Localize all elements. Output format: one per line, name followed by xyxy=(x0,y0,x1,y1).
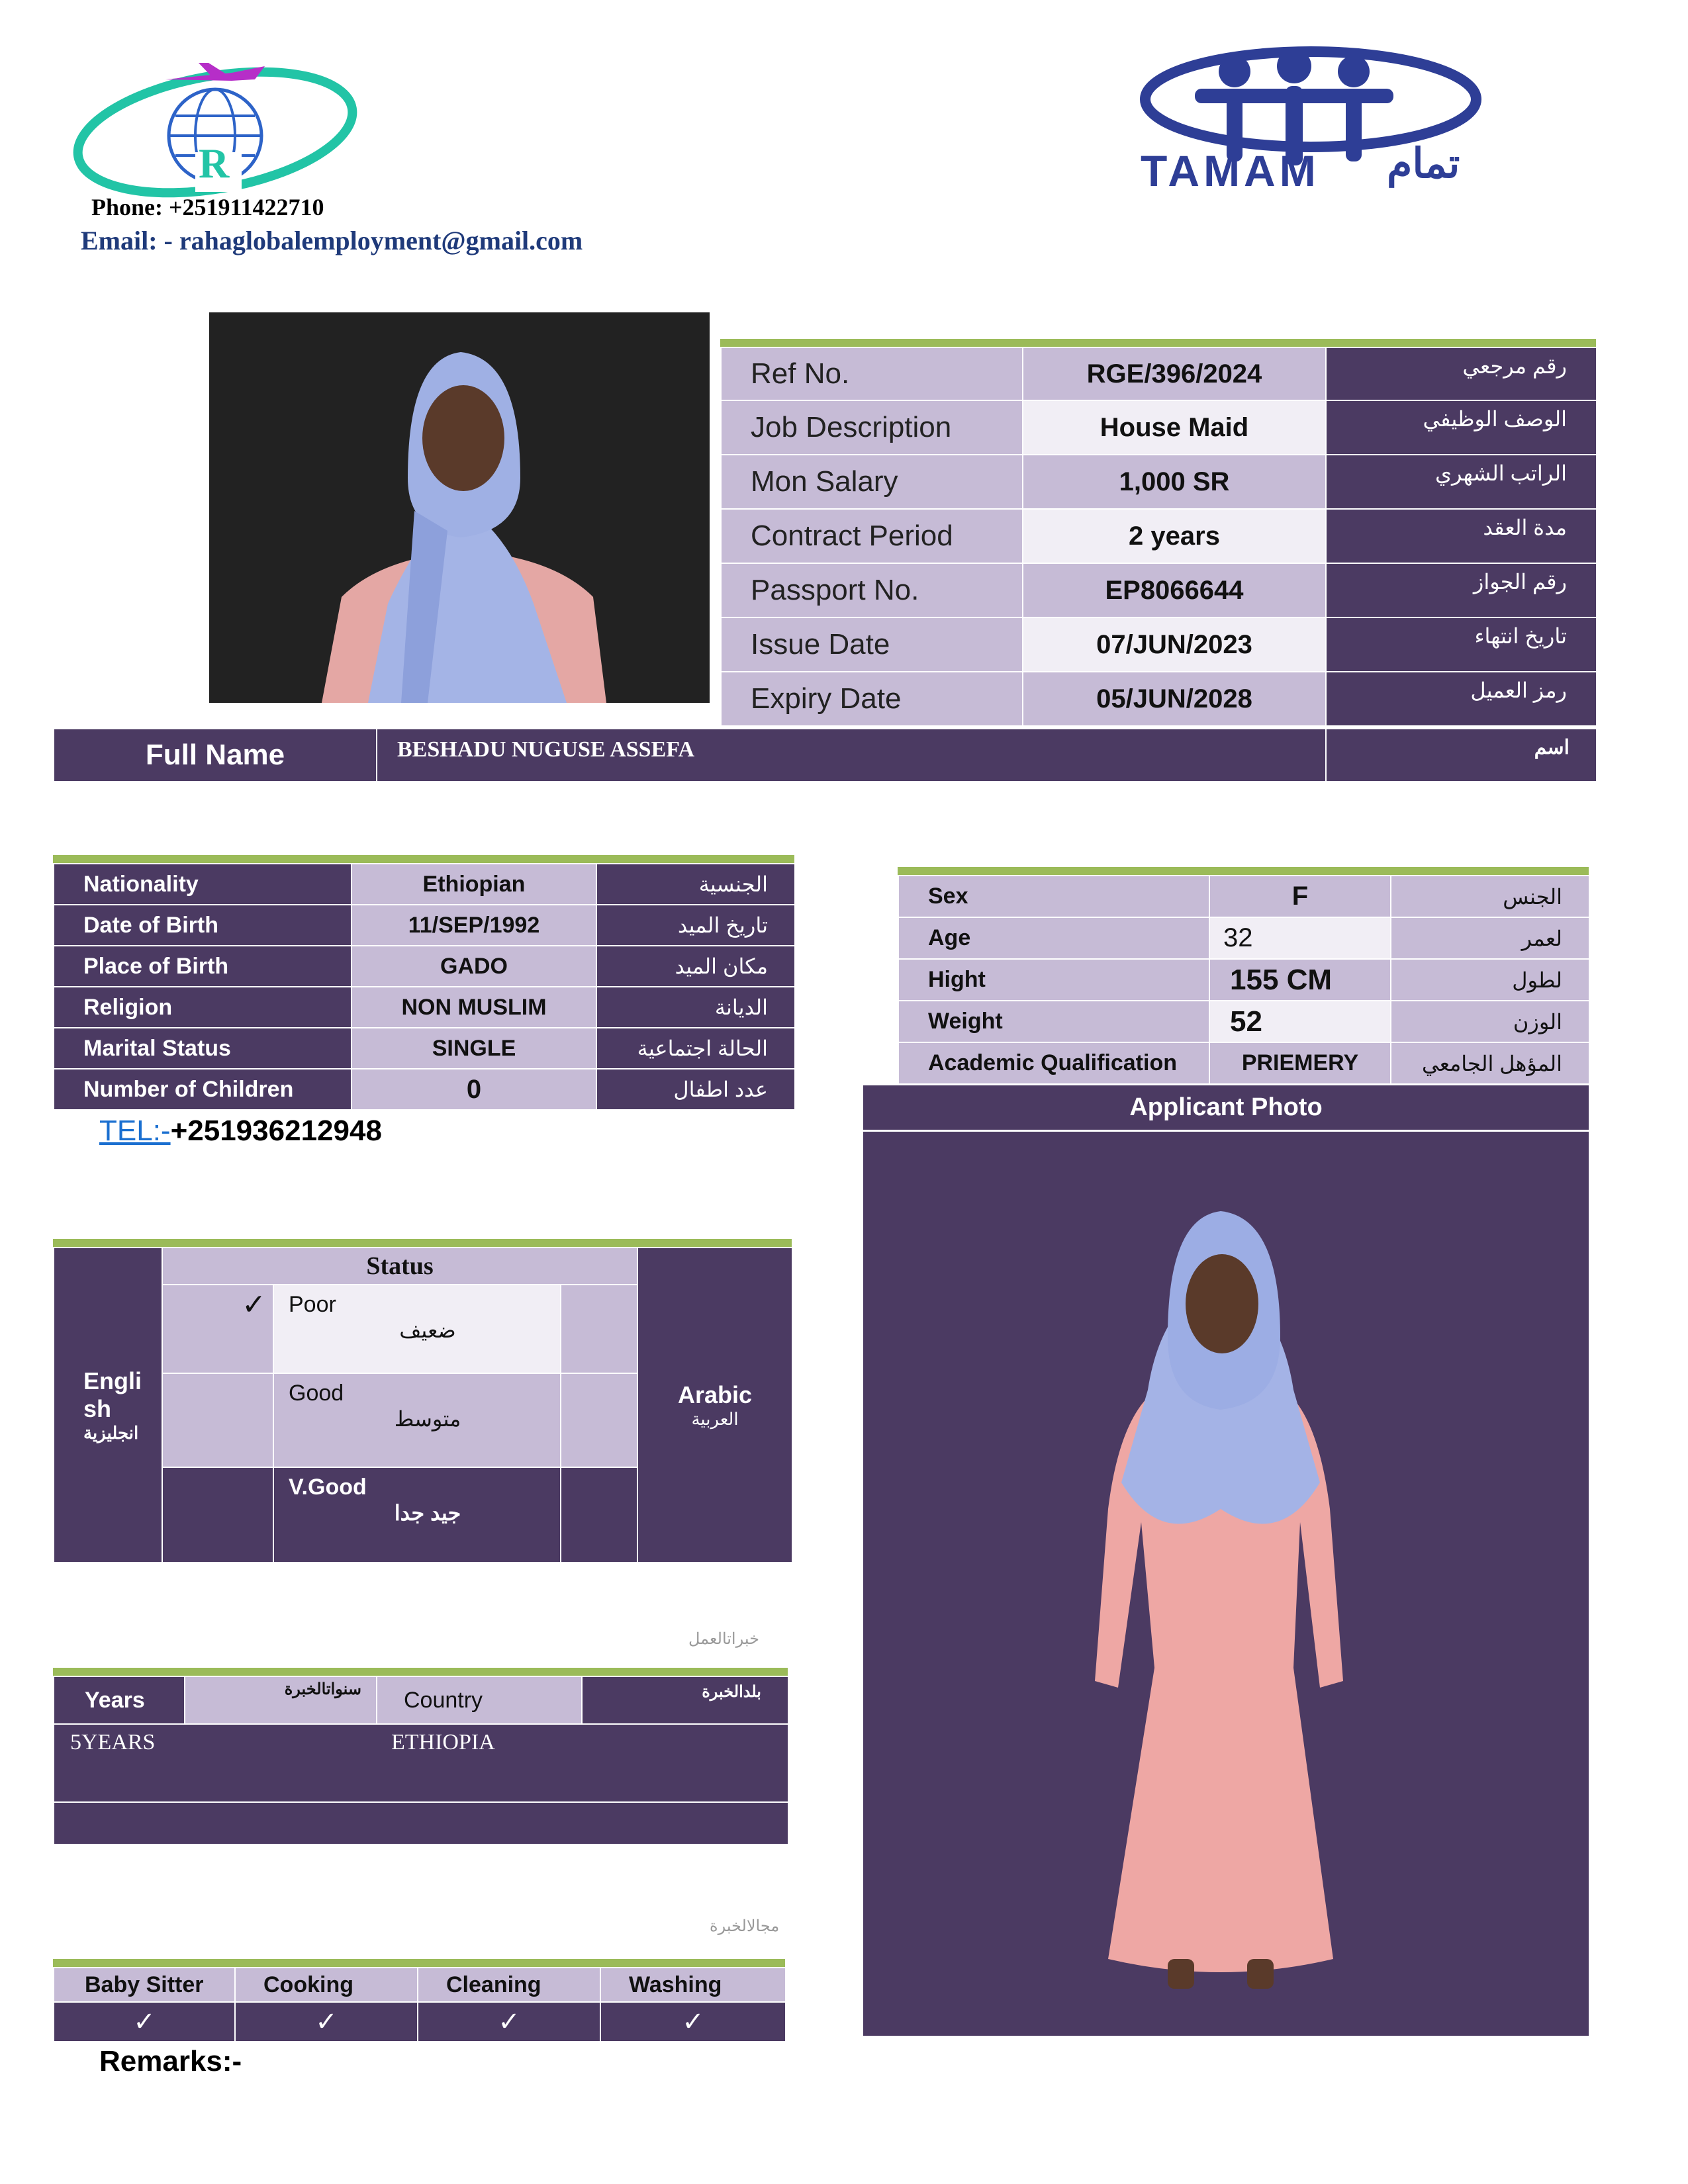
vgood-level-cell xyxy=(273,1467,561,1563)
job-row xyxy=(721,509,1597,563)
personal-value: SINGLE xyxy=(352,1028,596,1069)
tel-line xyxy=(99,1115,382,1148)
personal-label: Religion xyxy=(54,987,352,1028)
arabic-label: Arabic xyxy=(677,1381,753,1408)
personal-label: Place of Birth xyxy=(54,946,352,987)
english-arabic: انجليزية xyxy=(83,1422,139,1443)
experience-empty-row xyxy=(54,1802,788,1844)
skills-table xyxy=(53,1967,786,2042)
good-check-cell[interactable] xyxy=(162,1373,273,1467)
skill-baby-sitter: Baby Sitter xyxy=(54,1968,235,2002)
tamam-logo xyxy=(1135,40,1499,195)
job-arabic: رقم مرجعي xyxy=(1326,347,1597,400)
skill-check-washing[interactable]: ✓ xyxy=(600,2002,786,2042)
job-label: Job Description xyxy=(721,400,1023,455)
physical-row xyxy=(898,959,1589,1001)
good-arabic: متوسط xyxy=(394,1407,461,1431)
job-arabic: مدة العقد xyxy=(1326,509,1597,563)
arabic-arabic: العربية xyxy=(691,1408,739,1429)
country-header: Country xyxy=(377,1676,582,1724)
full-name-label: Full Name xyxy=(54,729,377,782)
status-header: Status xyxy=(162,1248,637,1285)
job-value: EP8066644 xyxy=(1023,563,1326,617)
arabic-cell xyxy=(637,1248,792,1563)
job-arabic: تاريخ انتهاء xyxy=(1326,617,1597,672)
vgood-check-cell[interactable] xyxy=(162,1467,273,1563)
good-level-cell xyxy=(273,1373,561,1467)
years-value: 5YEARS xyxy=(54,1724,377,1802)
personal-info-table xyxy=(53,863,796,1111)
personal-value: 11/SEP/1992 xyxy=(352,905,596,946)
vgood-extra-cell xyxy=(561,1467,637,1563)
english-cell xyxy=(54,1248,162,1563)
poor-label: Poor xyxy=(289,1292,336,1317)
skill-check-cleaning[interactable]: ✓ xyxy=(418,2002,600,2042)
portrait-photo xyxy=(209,312,710,703)
job-row xyxy=(721,347,1597,400)
good-extra-cell xyxy=(561,1373,637,1467)
personal-value: NON MUSLIM xyxy=(352,987,596,1028)
job-label: Expiry Date xyxy=(721,672,1023,726)
skill-cleaning: Cleaning xyxy=(418,1968,600,2002)
job-row xyxy=(721,672,1597,726)
english-label: English xyxy=(83,1367,142,1422)
country-value: ETHIOPIA xyxy=(377,1724,788,1802)
experience-table-rule xyxy=(53,1668,788,1676)
job-row xyxy=(721,400,1597,455)
poor-check-cell[interactable] xyxy=(162,1285,273,1373)
agency-phone: Phone: +251911422710 xyxy=(91,194,324,220)
personal-value: Ethiopian xyxy=(352,864,596,905)
personal-value: GADO xyxy=(352,946,596,987)
job-value: 05/JUN/2028 xyxy=(1023,672,1326,726)
skill-cooking: Cooking xyxy=(235,1968,418,2002)
job-row xyxy=(721,563,1597,617)
poor-level-cell xyxy=(273,1285,561,1373)
job-label: Issue Date xyxy=(721,617,1023,672)
physical-arabic: الوزن xyxy=(1391,1001,1589,1042)
job-value: 2 years xyxy=(1023,509,1326,563)
good-label: Good xyxy=(289,1381,344,1406)
remarks-label: Remarks:- xyxy=(99,2045,242,2077)
physical-arabic: الجنس xyxy=(1391,876,1589,917)
tel-number: +251936212948 xyxy=(170,1115,382,1147)
physical-arabic: المؤهل الجامعي xyxy=(1391,1042,1589,1084)
personal-label: Marital Status xyxy=(54,1028,352,1069)
job-arabic: الوصف الوظيفي xyxy=(1326,400,1597,455)
personal-arabic: الحالة اجتماعية xyxy=(596,1028,795,1069)
job-label: Contract Period xyxy=(721,509,1023,563)
applicant-full-photo xyxy=(1082,1205,1360,1999)
agency-email: Email: - rahaglobalemployment@gmail.com xyxy=(81,226,583,255)
physical-label: Age xyxy=(898,917,1209,959)
physical-value: 32 xyxy=(1209,917,1391,959)
job-table-rule xyxy=(720,339,1596,347)
poor-extra-cell xyxy=(561,1285,637,1373)
skill-check-cooking[interactable]: ✓ xyxy=(235,2002,418,2042)
job-arabic: رمز العميل xyxy=(1326,672,1597,726)
poor-checkmark: ✓ xyxy=(242,1289,266,1321)
full-name-value: BESHADU NUGUSE ASSEFA xyxy=(377,729,1326,782)
physical-arabic: لعمر xyxy=(1391,917,1589,959)
tamam-arabic: تمام xyxy=(1387,141,1460,187)
physical-label: Weight xyxy=(898,1001,1209,1042)
tamam-text: TAMAM xyxy=(1141,146,1320,195)
job-arabic: الراتب الشهري xyxy=(1326,455,1597,509)
personal-table-rule xyxy=(53,855,794,863)
personal-row xyxy=(54,1069,795,1110)
personal-label: Nationality xyxy=(54,864,352,905)
personal-row xyxy=(54,987,795,1028)
personal-value: 0 xyxy=(352,1069,596,1110)
full-name-arabic: اسم xyxy=(1326,729,1597,782)
personal-row xyxy=(54,946,795,987)
personal-label: Number of Children xyxy=(54,1069,352,1110)
physical-row xyxy=(898,917,1589,959)
language-table-rule xyxy=(53,1239,792,1247)
job-label: Passport No. xyxy=(721,563,1023,617)
poor-arabic: ضعيف xyxy=(399,1318,456,1342)
applicant-photo-panel xyxy=(863,1085,1589,2036)
job-value: 07/JUN/2023 xyxy=(1023,617,1326,672)
personal-label: Date of Birth xyxy=(54,905,352,946)
physical-value: PRIEMERY xyxy=(1209,1042,1391,1084)
physical-label: Sex xyxy=(898,876,1209,917)
physical-row xyxy=(898,1042,1589,1084)
physical-label: Academic Qualification xyxy=(898,1042,1209,1084)
agency-logo xyxy=(66,60,364,199)
physical-row xyxy=(898,1001,1589,1042)
physical-label: Hight xyxy=(898,959,1209,1001)
skill-check-baby-sitter[interactable]: ✓ xyxy=(54,2002,235,2042)
tel-link[interactable]: TEL:- xyxy=(99,1115,171,1147)
personal-row xyxy=(54,905,795,946)
physical-value: 52 xyxy=(1209,1001,1391,1042)
job-row xyxy=(721,617,1597,672)
country-arabic-header: بلدالخبرة xyxy=(582,1676,788,1724)
years-header: Years xyxy=(54,1676,185,1724)
physical-row xyxy=(898,876,1589,917)
skill-washing: Washing xyxy=(600,1968,786,2002)
physical-table-rule xyxy=(898,867,1589,875)
vgood-label: V.Good xyxy=(289,1475,367,1500)
language-table xyxy=(53,1247,793,1563)
personal-row xyxy=(54,1028,795,1069)
logo-letter: R xyxy=(199,140,230,187)
years-arabic-header: سنواتالخبرة xyxy=(185,1676,377,1724)
personal-arabic: الجنسية xyxy=(596,864,795,905)
physical-arabic: لطول xyxy=(1391,959,1589,1001)
job-arabic: رقم الجواز xyxy=(1326,563,1597,617)
job-label: Ref No. xyxy=(721,347,1023,400)
job-details-table xyxy=(720,347,1597,727)
job-row xyxy=(721,455,1597,509)
personal-arabic: الديانة xyxy=(596,987,795,1028)
personal-arabic: مكان الميد xyxy=(596,946,795,987)
personal-arabic: تاريخ الميد xyxy=(596,905,795,946)
job-value: RGE/396/2024 xyxy=(1023,347,1326,400)
physical-info-table xyxy=(898,875,1590,1085)
physical-value: F xyxy=(1209,876,1391,917)
job-value: 1,000 SR xyxy=(1023,455,1326,509)
personal-arabic: عدد اطفال xyxy=(596,1069,795,1110)
experience-caption: خبراتالعمل xyxy=(688,1630,759,1648)
skills-caption: مجالالخبرة xyxy=(710,1917,780,1935)
full-name-table xyxy=(53,728,1597,782)
job-label: Mon Salary xyxy=(721,455,1023,509)
personal-row xyxy=(54,864,795,905)
vgood-arabic: جيد جدا xyxy=(394,1501,461,1525)
job-value: House Maid xyxy=(1023,400,1326,455)
physical-value: 155 CM xyxy=(1209,959,1391,1001)
applicant-photo-label: Applicant Photo xyxy=(863,1085,1589,1132)
experience-table xyxy=(53,1676,789,1845)
skills-table-rule xyxy=(53,1959,785,1967)
